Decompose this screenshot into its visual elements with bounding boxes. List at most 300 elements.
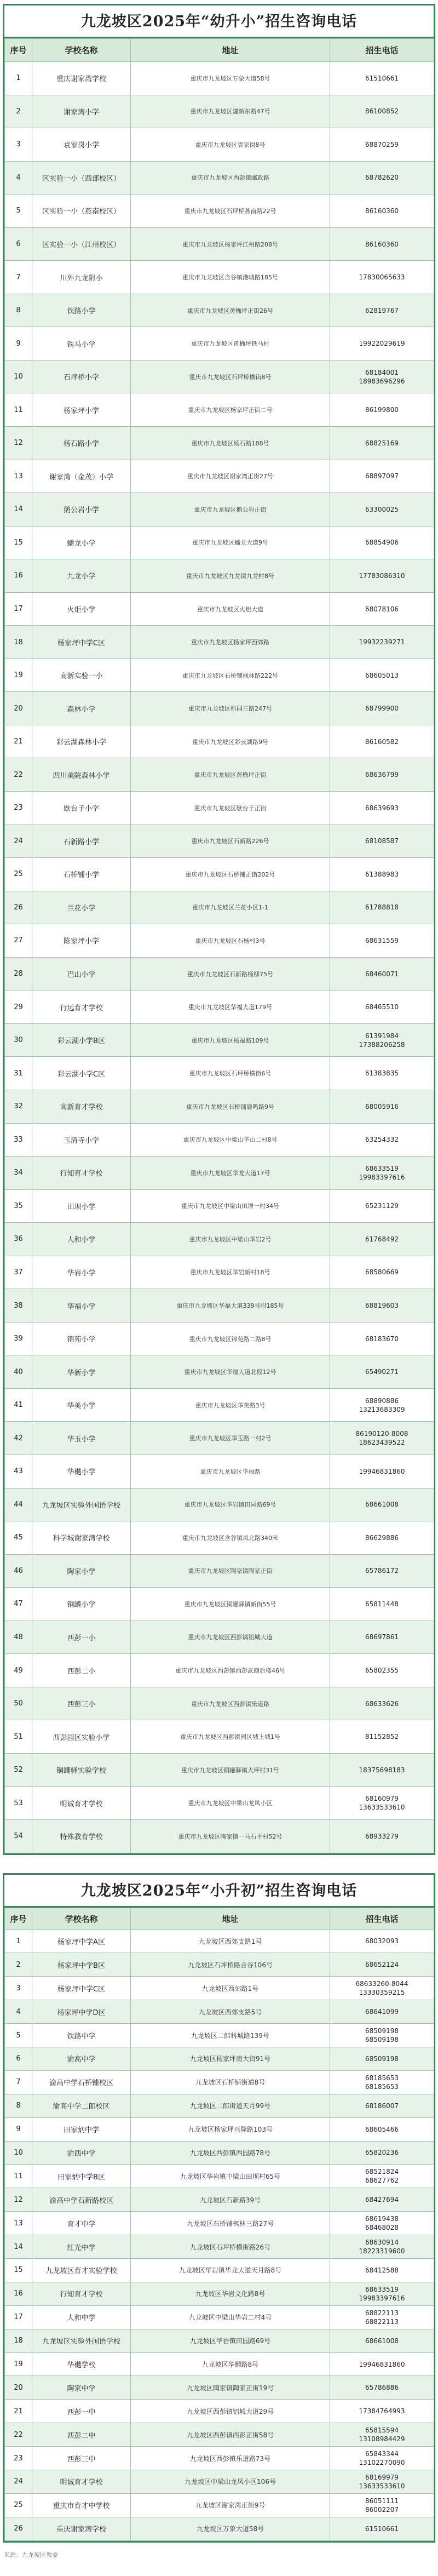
- row-index: 15: [5, 526, 32, 559]
- school-address: 重庆市九龙坡区华福路: [131, 1455, 330, 1488]
- table-row: [5, 1787, 434, 1820]
- table-row: [5, 1521, 434, 1555]
- row-index: 13: [5, 2212, 32, 2235]
- enrollment-phone: 68619438 68468028: [330, 2212, 434, 2235]
- enrollment-phone: 68633260-8044 13330359215: [330, 1977, 434, 2000]
- row-index: 20: [5, 2376, 32, 2400]
- table-middle: [4, 1908, 434, 2541]
- school-address: 九龙坡区西彭镇西园路78号: [131, 2141, 330, 2165]
- table-row: [5, 2024, 434, 2047]
- enrollment-phone: 68183670: [330, 1322, 434, 1355]
- school-name: 彩云湖小学B区: [32, 1023, 131, 1057]
- row-index: 4: [5, 2000, 32, 2024]
- school-name: 育才中学: [32, 2212, 131, 2235]
- school-address: 重庆市九龙坡区杨石路188号: [131, 427, 330, 460]
- row-index: 51: [5, 1720, 32, 1754]
- school-address: 重庆市九龙坡区科园三路247号: [131, 692, 330, 725]
- enrollment-phone: 86190120-8008 18623439522: [330, 1422, 434, 1455]
- table-primary: [4, 38, 434, 1853]
- school-name: 袁家岗小学: [32, 128, 131, 162]
- school-name: 彩云湖小学C区: [32, 1057, 131, 1090]
- table-row: [5, 2470, 434, 2494]
- enrollment-phone: 68661008: [330, 2329, 434, 2352]
- school-name: 火炬小学: [32, 592, 131, 626]
- enrollment-phone: 68509198: [330, 2047, 434, 2070]
- row-index: 24: [5, 825, 32, 858]
- school-name: 华福小学: [32, 1289, 131, 1323]
- school-address: 重庆市九龙坡区石新路杨柳75号: [131, 957, 330, 991]
- row-index: 19: [5, 659, 32, 692]
- enrollment-phone: 65786172: [330, 1554, 434, 1588]
- school-address: 重庆市九龙坡区西彭镇园区城上城1号: [131, 1720, 330, 1754]
- school-address: 九龙坡区西郊支路5号: [131, 2000, 330, 2024]
- table-header-row: [5, 39, 434, 62]
- enrollment-table-middle: [3, 1873, 435, 2543]
- table-row: [5, 2282, 434, 2305]
- row-index: 46: [5, 1554, 32, 1588]
- table-row: [5, 62, 434, 95]
- enrollment-phone: 61510661: [330, 2517, 434, 2540]
- school-address: 重庆市九龙坡区石桥铺鹿鸣路9号: [131, 1090, 330, 1123]
- enrollment-phone: 68652124: [330, 1953, 434, 1977]
- enrollment-phone: 68160979 13633533610: [330, 1787, 434, 1820]
- school-address: 重庆市九龙坡区含谷镇港城路185号: [131, 261, 330, 294]
- enrollment-phone: 68630914 18223319600: [330, 2235, 434, 2259]
- school-address: 重庆市九龙坡区西彭镇乐道路: [131, 1687, 330, 1720]
- school-name: 铜罐小学: [32, 1588, 131, 1621]
- enrollment-phone: 86199800: [330, 393, 434, 427]
- school-name: 西彭三小: [32, 1687, 131, 1720]
- school-name: 行知育才学校: [32, 1157, 131, 1190]
- school-address: 重庆市九龙坡区杨福路109号: [131, 1023, 330, 1057]
- school-address: 九龙坡区石坪桥横街路26号: [131, 2235, 330, 2259]
- enrollment-phone: 68631559: [330, 924, 434, 958]
- enrollment-phone: 68633519 19983397616: [330, 2282, 434, 2305]
- enrollment-phone: 68078106: [330, 592, 434, 626]
- enrollment-phone: 86100852: [330, 95, 434, 128]
- row-index: 16: [5, 559, 32, 593]
- row-index: 34: [5, 1157, 32, 1190]
- school-name: 巴山小学: [32, 957, 131, 991]
- table-row: [5, 2329, 434, 2352]
- school-name: 华新小学: [32, 1355, 131, 1389]
- table-row: [5, 327, 434, 360]
- table-row: [5, 1090, 434, 1123]
- school-name: 华樾学校: [32, 2352, 131, 2376]
- enrollment-phone: 68819603: [330, 1289, 434, 1323]
- source-note: 来源：九龙坡区教委: [4, 2551, 58, 2558]
- table-row: [5, 360, 434, 393]
- table-row: [5, 725, 434, 758]
- enrollment-phone: 61788818: [330, 891, 434, 924]
- enrollment-phone: 68605466: [330, 2117, 434, 2141]
- school-address: 重庆市九龙坡区铜罐驿镇大坪村31号: [131, 1753, 330, 1787]
- row-index: 2: [5, 95, 32, 128]
- school-address: 重庆市九龙坡区蟠龙大道9号: [131, 526, 330, 559]
- enrollment-phone: 86160360: [330, 194, 434, 228]
- table-row: [5, 1256, 434, 1289]
- row-index: 13: [5, 460, 32, 493]
- school-address: 重庆市九龙坡区黄桷坪正街26号: [131, 294, 330, 327]
- enrollment-phone: 68641099: [330, 2000, 434, 2024]
- row-index: 5: [5, 2024, 32, 2047]
- school-name: 铜罐驿实验学校: [32, 1753, 131, 1787]
- school-name: 谢家湾小学: [32, 95, 131, 128]
- enrollment-phone: 86160582: [330, 725, 434, 758]
- enrollment-phone: 68032093: [330, 1930, 434, 1953]
- school-name: 森林小学: [32, 692, 131, 725]
- table-row: [5, 2070, 434, 2094]
- row-index: 24: [5, 2470, 32, 2494]
- enrollment-phone: 68605013: [330, 659, 434, 692]
- table-row: [5, 858, 434, 891]
- school-address: 重庆市九龙坡区中梁山华山二村8号: [131, 1123, 330, 1157]
- school-address: 重庆市九龙坡区华岩镇田园路69号: [131, 1488, 330, 1521]
- table-row: [5, 891, 434, 924]
- school-name: 科学城谢家湾学校: [32, 1521, 131, 1555]
- school-name: 渝高中学: [32, 2047, 131, 2070]
- school-address: 九龙坡区华岩镇田园路69号: [131, 2329, 330, 2352]
- table-row: [5, 2400, 434, 2423]
- table-row: [5, 2117, 434, 2141]
- school-address: 重庆市九龙坡区华美路3号: [131, 1388, 330, 1422]
- row-index: 3: [5, 1977, 32, 2000]
- school-name: 区实验一小（西部校区）: [32, 161, 131, 194]
- school-name: 铁路中学: [32, 2024, 131, 2047]
- table-row: [5, 393, 434, 427]
- table-row: [5, 128, 434, 162]
- row-index: 1: [5, 1930, 32, 1953]
- enrollment-phone: 68509198 68509198: [330, 2024, 434, 2047]
- enrollment-phone: 61510661: [330, 62, 434, 95]
- table-row: [5, 626, 434, 659]
- school-name: 华樾小学: [32, 1455, 131, 1488]
- table-row: [5, 1189, 434, 1223]
- table-row: [5, 2517, 434, 2540]
- school-name: 明诚育才学校: [32, 1787, 131, 1820]
- row-index: 10: [5, 2141, 32, 2165]
- school-name: 杨家坪中学C区: [32, 626, 131, 659]
- table-row: [5, 2000, 434, 2024]
- table-row: [5, 161, 434, 194]
- school-address: 九龙坡区石桥铺枫林三路27号: [131, 2212, 330, 2235]
- school-name: 九龙小学: [32, 559, 131, 593]
- enrollment-phone: 68782620: [330, 161, 434, 194]
- enrollment-phone: 68108587: [330, 825, 434, 858]
- school-address: 重庆市九龙坡区石坪桥燕南路22号: [131, 194, 330, 228]
- table-row: [5, 2493, 434, 2517]
- table-row: [5, 2352, 434, 2376]
- enrollment-phone: 65786886: [330, 2376, 434, 2400]
- school-address: 九龙坡区华樾路8号: [131, 2352, 330, 2376]
- section1-title: 九龙坡区2025年“幼升小”招生咨询电话: [4, 5, 434, 38]
- enrollment-phone: 65490271: [330, 1355, 434, 1389]
- table-row: [5, 957, 434, 991]
- row-index: 50: [5, 1687, 32, 1720]
- enrollment-phone: 65802355: [330, 1654, 434, 1687]
- school-name: 区实验一小（江州校区）: [32, 227, 131, 261]
- school-address: 九龙坡区西郊支路1号: [131, 1930, 330, 1953]
- school-name: 渝高中学石新路校区: [32, 2188, 131, 2212]
- school-name: 四川美院森林小学: [32, 758, 131, 792]
- school-name: 兰花小学: [32, 891, 131, 924]
- school-address: 重庆市九龙坡区石桥铺枫林路222号: [131, 659, 330, 692]
- school-name: 田坝小学: [32, 1189, 131, 1223]
- table-row: [5, 1157, 434, 1190]
- table-row: [5, 1819, 434, 1853]
- school-address: 重庆市九龙坡区华福大道北段12号: [131, 1355, 330, 1389]
- enrollment-phone: 19946831860: [330, 1455, 434, 1488]
- row-index: 25: [5, 2493, 32, 2517]
- row-index: 11: [5, 393, 32, 427]
- enrollment-phone: 61388983: [330, 858, 434, 891]
- school-name: 杨家坪中学D区: [32, 2000, 131, 2024]
- enrollment-phone: 68185653 68185653: [330, 2070, 434, 2094]
- row-index: 9: [5, 327, 32, 360]
- row-index: 1: [5, 62, 32, 95]
- row-index: 44: [5, 1488, 32, 1521]
- school-address: 重庆市九龙坡区歇台子正街: [131, 792, 330, 825]
- school-address: 重庆市九龙坡区兰花小区1-1: [131, 891, 330, 924]
- table-row: [5, 1977, 434, 2000]
- enrollment-phone: 68427694: [330, 2188, 434, 2212]
- enrollment-phone: 68580669: [330, 1256, 434, 1289]
- table-row: [5, 792, 434, 825]
- school-name: 西彭二中: [32, 2423, 131, 2447]
- enrollment-phone: 63254332: [330, 1123, 434, 1157]
- enrollment-phone: 18375698183: [330, 1753, 434, 1787]
- row-index: 7: [5, 2070, 32, 2094]
- enrollment-phone: 61768492: [330, 1223, 434, 1256]
- header-address: 地址: [131, 39, 330, 62]
- school-name: 彩云湖森林小学: [32, 725, 131, 758]
- school-name: 西彭一小: [32, 1621, 131, 1654]
- school-name: 渝高中学二郎校区: [32, 2094, 131, 2117]
- school-name: 锦苑小学: [32, 1322, 131, 1355]
- school-name: 高新育才学校: [32, 1090, 131, 1123]
- table-row: [5, 294, 434, 327]
- school-address: 重庆市九龙坡区彩云湖路9号: [131, 725, 330, 758]
- school-name: 高新实验一小: [32, 659, 131, 692]
- school-name: 鹅公岩小学: [32, 493, 131, 526]
- enrollment-phone: 68633519 19983397616: [330, 1157, 434, 1190]
- table-row: [5, 659, 434, 692]
- table-row: [5, 1023, 434, 1057]
- school-name: 陶家中学: [32, 2376, 131, 2400]
- row-index: 19: [5, 2352, 32, 2376]
- row-index: 53: [5, 1787, 32, 1820]
- school-address: 九龙坡区石坪桥路合谷106号: [131, 1953, 330, 1977]
- table-row: [5, 1388, 434, 1422]
- enrollment-phone: 68169979 13633533610: [330, 2470, 434, 2494]
- table-row: [5, 2447, 434, 2470]
- enrollment-phone: 63300025: [330, 493, 434, 526]
- row-index: 22: [5, 758, 32, 792]
- school-address: 九龙坡区华岩镇中梁山田坝村65号: [131, 2165, 330, 2188]
- header-index: 序号: [5, 39, 32, 62]
- school-address: 九龙坡区华岩文化路8号: [131, 2282, 330, 2305]
- row-index: 21: [5, 725, 32, 758]
- school-address: 九龙坡区万象大道58号: [131, 2517, 330, 2540]
- school-name: 杨石路小学: [32, 427, 131, 460]
- enrollment-phone: 68890886 13213683309: [330, 1388, 434, 1422]
- row-index: 39: [5, 1322, 32, 1355]
- table-row: [5, 526, 434, 559]
- school-address: 九龙坡区石新路39号: [131, 2188, 330, 2212]
- table-row: [5, 1057, 434, 1090]
- school-address: 九龙坡区陶家镇陶家正街19号: [131, 2376, 330, 2400]
- table-row: [5, 758, 434, 792]
- row-index: 20: [5, 692, 32, 725]
- enrollment-phone: 68639693: [330, 792, 434, 825]
- enrollment-phone: 68825169: [330, 427, 434, 460]
- row-index: 43: [5, 1455, 32, 1488]
- school-name: 区实验一小（燕南校区）: [32, 194, 131, 228]
- school-name: 行知育才学校: [32, 2282, 131, 2305]
- enrollment-table-primary: [3, 4, 435, 1855]
- row-index: 16: [5, 2282, 32, 2305]
- school-address: 重庆市九龙坡区中梁山华岩2号: [131, 1223, 330, 1256]
- school-name: 九龙坡区实验外国语学校: [32, 2329, 131, 2352]
- table-row: [5, 2141, 434, 2165]
- row-index: 4: [5, 161, 32, 194]
- table-row: [5, 2165, 434, 2188]
- school-address: 重庆市九龙坡区石坪桥横街8号: [131, 360, 330, 393]
- school-address: 九龙坡区中梁山华岩二村4号: [131, 2305, 330, 2329]
- school-name: 重庆谢家湾学校: [32, 2517, 131, 2540]
- row-index: 15: [5, 2259, 32, 2282]
- school-address: 重庆市九龙坡区华玉路一村2号: [131, 1422, 330, 1455]
- table-row: [5, 2259, 434, 2282]
- table-row: [5, 2376, 434, 2400]
- school-name: 西彭一中: [32, 2400, 131, 2423]
- school-address: 九龙坡区西彭镇西彭正街58号: [131, 2423, 330, 2447]
- table-row: [5, 1355, 434, 1389]
- table-header-row: [5, 1908, 434, 1930]
- enrollment-phone: 61391984 17388206258: [330, 1023, 434, 1057]
- enrollment-phone: 19932239271: [330, 626, 434, 659]
- school-name: 华玉小学: [32, 1422, 131, 1455]
- table-row: [5, 1289, 434, 1323]
- enrollment-phone: 68460071: [330, 957, 434, 991]
- row-index: 7: [5, 261, 32, 294]
- enrollment-phone: 86160360: [330, 227, 434, 261]
- enrollment-phone: 68870259: [330, 128, 434, 162]
- enrollment-phone: 86051111 86002207: [330, 2493, 434, 2517]
- section2-title: 九龙坡区2025年“小升初”招生咨询电话: [4, 1875, 434, 1908]
- school-name: 人和小学: [32, 1223, 131, 1256]
- enrollment-phone: 68897097: [330, 460, 434, 493]
- school-address: 九龙坡区西彭镇乐道路73号: [131, 2447, 330, 2470]
- school-name: 川外九龙附小: [32, 261, 131, 294]
- table-row: [5, 460, 434, 493]
- enrollment-phone: 19922029619: [330, 327, 434, 360]
- enrollment-phone: 68799900: [330, 692, 434, 725]
- table-row: [5, 2188, 434, 2212]
- school-name: 华美小学: [32, 1388, 131, 1422]
- row-index: 8: [5, 294, 32, 327]
- school-name: 杨家坪中学B区: [32, 1953, 131, 1977]
- school-address: 重庆市九龙坡区黄桷坪正街: [131, 758, 330, 792]
- school-address: 重庆市九龙坡区火炬大道: [131, 592, 330, 626]
- row-index: 30: [5, 1023, 32, 1057]
- row-index: 54: [5, 1819, 32, 1853]
- table-row: [5, 2235, 434, 2259]
- table-row: [5, 1930, 434, 1953]
- school-address: 重庆市九龙坡区西彭镇铝城大道: [131, 1621, 330, 1654]
- table-row: [5, 1422, 434, 1455]
- row-index: 23: [5, 2447, 32, 2470]
- enrollment-phone: 65815594 13108984429: [330, 2423, 434, 2447]
- school-name: 陈家坪小学: [32, 924, 131, 958]
- school-name: 杨家坪中学C区: [32, 1977, 131, 2000]
- enrollment-phone: 17783086310: [330, 559, 434, 593]
- school-address: 重庆市九龙坡区中梁山龙凤小区: [131, 1787, 330, 1820]
- table-row: [5, 825, 434, 858]
- school-address: 九龙坡区石桥铺街道8号: [131, 2070, 330, 2094]
- row-index: 41: [5, 1388, 32, 1422]
- enrollment-phone: 65811448: [330, 1588, 434, 1621]
- row-index: 3: [5, 128, 32, 162]
- school-address: 重庆市九龙坡区含谷镇凤北路340米: [131, 1521, 330, 1555]
- table-row: [5, 2212, 434, 2235]
- row-index: 49: [5, 1654, 32, 1687]
- school-name: 行远育才学校: [32, 991, 131, 1024]
- row-index: 26: [5, 2517, 32, 2540]
- school-name: 铁路小学: [32, 294, 131, 327]
- school-address: 重庆市九龙坡区华福大道179号: [131, 991, 330, 1024]
- school-name: 杨家坪小学: [32, 393, 131, 427]
- header-address: 地址: [131, 1908, 330, 1930]
- enrollment-phone: 19946831860: [330, 2352, 434, 2376]
- row-index: 6: [5, 227, 32, 261]
- enrollment-phone: 86629886: [330, 1521, 434, 1555]
- table-row: [5, 1720, 434, 1754]
- table-row: [5, 1753, 434, 1787]
- header-school: 学校名称: [32, 39, 131, 62]
- row-index: 28: [5, 957, 32, 991]
- school-address: 重庆市九龙坡区石坪桥横街6号: [131, 1057, 330, 1090]
- table-row: [5, 2305, 434, 2329]
- row-index: 8: [5, 2094, 32, 2117]
- school-address: 重庆市九龙坡区西彭镇西彭武商后楼46号: [131, 1654, 330, 1687]
- row-index: 17: [5, 2305, 32, 2329]
- table-row: [5, 1588, 434, 1621]
- header-index: 序号: [5, 1908, 32, 1930]
- school-address: 重庆市九龙坡区万象大道58号: [131, 62, 330, 95]
- school-name: 华岩小学: [32, 1256, 131, 1289]
- school-name: 渝西中学: [32, 2141, 131, 2165]
- table-row: [5, 559, 434, 593]
- row-index: 18: [5, 626, 32, 659]
- row-index: 14: [5, 493, 32, 526]
- enrollment-phone: 68465510: [330, 991, 434, 1024]
- enrollment-phone: 65820236: [330, 2141, 434, 2165]
- school-address: 重庆市九龙坡区袁家岗8号: [131, 128, 330, 162]
- school-address: 九龙坡区华岩镇华龙大道天月路8号: [131, 2259, 330, 2282]
- school-address: 九龙坡区二郎科城路139号: [131, 2024, 330, 2047]
- row-index: 32: [5, 1090, 32, 1123]
- table-row: [5, 1123, 434, 1157]
- school-name: 田家炳中学: [32, 2117, 131, 2141]
- enrollment-phone: 68822113 68822113: [330, 2305, 434, 2329]
- enrollment-phone: 68661008: [330, 1488, 434, 1521]
- enrollment-phone: 68184001 18983696296: [330, 360, 434, 393]
- row-index: 23: [5, 792, 32, 825]
- school-address: 九龙坡区西郊路1号: [131, 1977, 330, 2000]
- school-name: 西彭三中: [32, 2447, 131, 2470]
- table-row: [5, 227, 434, 261]
